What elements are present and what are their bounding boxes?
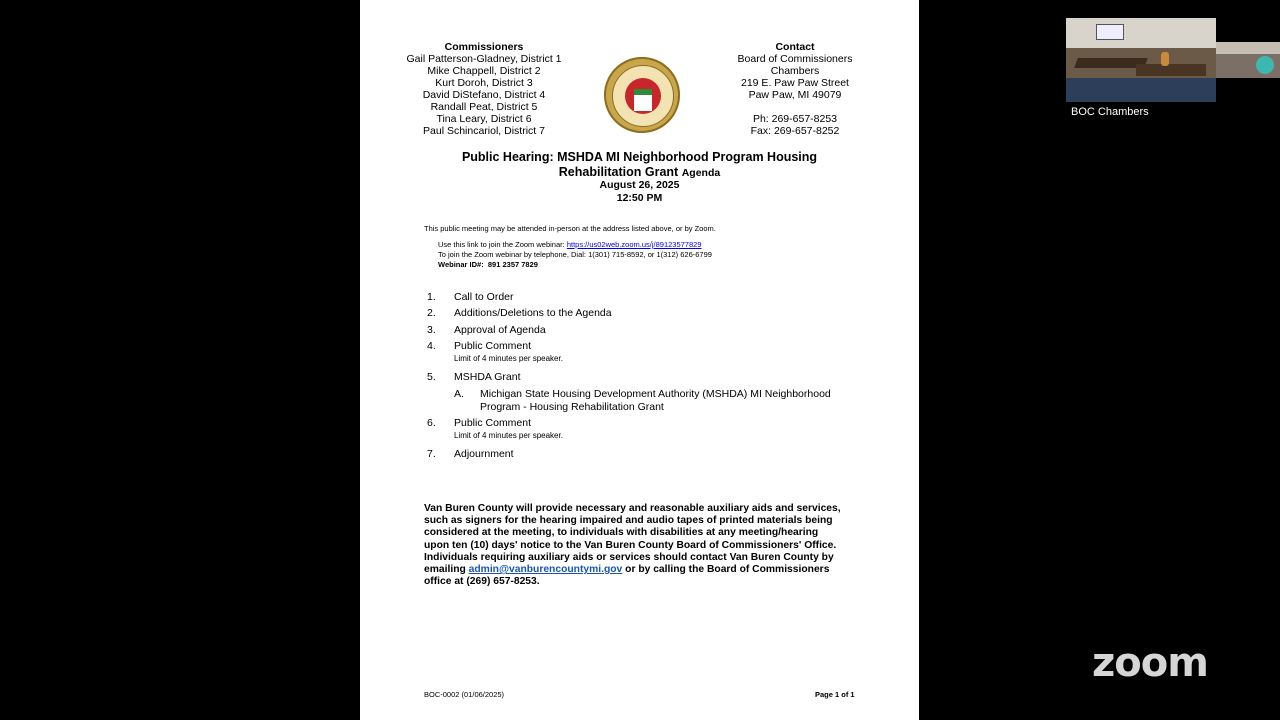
zoom-intro: This public meeting may be attended in-person at the address listed above, or by Zoom. — [424, 224, 716, 233]
zoom-link-prefix: Use this link to join the Zoom webinar: — [438, 240, 567, 249]
commissioner-4: David DiStefano, District 4 — [422, 89, 546, 101]
contact-block — [725, 41, 865, 137]
commissioner-3: Kurt Doroh, District 3 — [435, 77, 533, 89]
zoom-webinar-link[interactable]: https://us02web.zoom.us/j/89123577829 — [566, 240, 702, 249]
zoom-phone: To join the Zoom webinar by telephone, Dial: 1(301) 715-8592, or 1(312) 626-6799 — [438, 250, 712, 259]
contact-line-4: Paw Paw, MI 49079 — [748, 89, 842, 101]
agenda-item-5-num: 5. — [427, 371, 436, 383]
commissioners-heading: Commissioners — [444, 41, 524, 53]
commissioner-1: Gail Patterson-Gladney, District 1 — [406, 53, 562, 65]
agenda-item-4-num: 4. — [427, 340, 436, 352]
county-seal-icon — [604, 57, 680, 133]
admin-email-link[interactable]: admin@vanburencountymi.gov — [468, 564, 623, 576]
agenda-item-4: Public Comment — [454, 340, 532, 352]
agenda-item-6: Public Comment — [454, 417, 532, 429]
zoom-logo-icon: zoom — [1092, 640, 1208, 686]
agenda-item-6-num: 6. — [427, 417, 436, 429]
agenda-item-3-num: 3. — [427, 324, 436, 336]
agenda-item-5a-line-2: Program - Housing Rehabilitation Grant — [480, 401, 664, 413]
agenda-word: Agenda — [681, 167, 721, 179]
commissioner-5: Randall Peat, District 5 — [430, 101, 538, 113]
contact-line-3: 219 E. Paw Paw Street — [741, 77, 849, 89]
contact-line-2: Chambers — [770, 65, 820, 77]
video-participant-label: BOC Chambers — [1071, 106, 1149, 118]
commissioner-6: Tina Leary, District 6 — [436, 113, 532, 125]
agenda-item-3: Approval of Agenda — [454, 324, 546, 336]
agenda-item-5: MSHDA Grant — [454, 371, 521, 383]
page-number: Page 1 of 1 — [815, 690, 855, 699]
meeting-title-line-2: Rehabilitation Grant Agenda — [558, 165, 721, 179]
contact-line-1: Board of Commissioners — [737, 53, 853, 65]
agenda-item-6-note: Limit of 4 minutes per speaker. — [454, 431, 563, 440]
agenda-item-5a-line-1: Michigan State Housing Development Authority (MSHDA) MI Neighborhood — [480, 388, 831, 400]
agenda-item-1: Call to Order — [454, 291, 514, 303]
agenda-item-2-num: 2. — [427, 307, 436, 319]
agenda-document — [360, 0, 919, 720]
webinar-id: Webinar ID#: 891 2357 7829 — [438, 260, 538, 269]
contact-fax: Fax: 269-657-8252 — [750, 125, 840, 137]
accessibility-notice: Van Buren County will provide necessary and reasonable auxiliary aids and services, such as signers for the hearing impaired and audio tapes of printed materials being considered at the meeting, to individuals with disabilities at any meeting/hearing upon ten (10) days' notice to the Van Buren County Board of Commissioners' Office. Individuals requiring auxiliary aids or services should contact Van Buren County by emailing admin@vanburencountymi.gov or by calling the Board of Commissioners office at (269) 657-8253. — [424, 503, 841, 588]
agenda-item-1-num: 1. — [427, 291, 436, 303]
contact-phone: Ph: 269-657-8253 — [752, 113, 838, 125]
agenda-item-7-num: 7. — [427, 448, 436, 460]
participant-video-secondary[interactable] — [1216, 42, 1280, 78]
agenda-item-4-note: Limit of 4 minutes per speaker. — [454, 354, 563, 363]
participant-video-boc-chambers[interactable] — [1066, 18, 1216, 102]
commissioner-2: Mike Chappell, District 2 — [427, 65, 541, 77]
contact-heading: Contact — [775, 41, 815, 53]
agenda-item-5a-letter: A. — [454, 388, 464, 400]
meeting-title-line-1: Public Hearing: MSHDA MI Neighborhood Program Housing — [461, 150, 818, 164]
agenda-item-2: Additions/Deletions to the Agenda — [454, 307, 612, 319]
commissioner-7: Paul Schincariol, District 7 — [423, 125, 545, 137]
agenda-item-7: Adjournment — [454, 448, 514, 460]
commissioners-block — [400, 41, 568, 137]
meeting-date: August 26, 2025 — [599, 179, 680, 191]
form-id: BOC-0002 (01/06/2025) — [424, 690, 505, 699]
meeting-time: 12:50 PM — [616, 192, 663, 204]
